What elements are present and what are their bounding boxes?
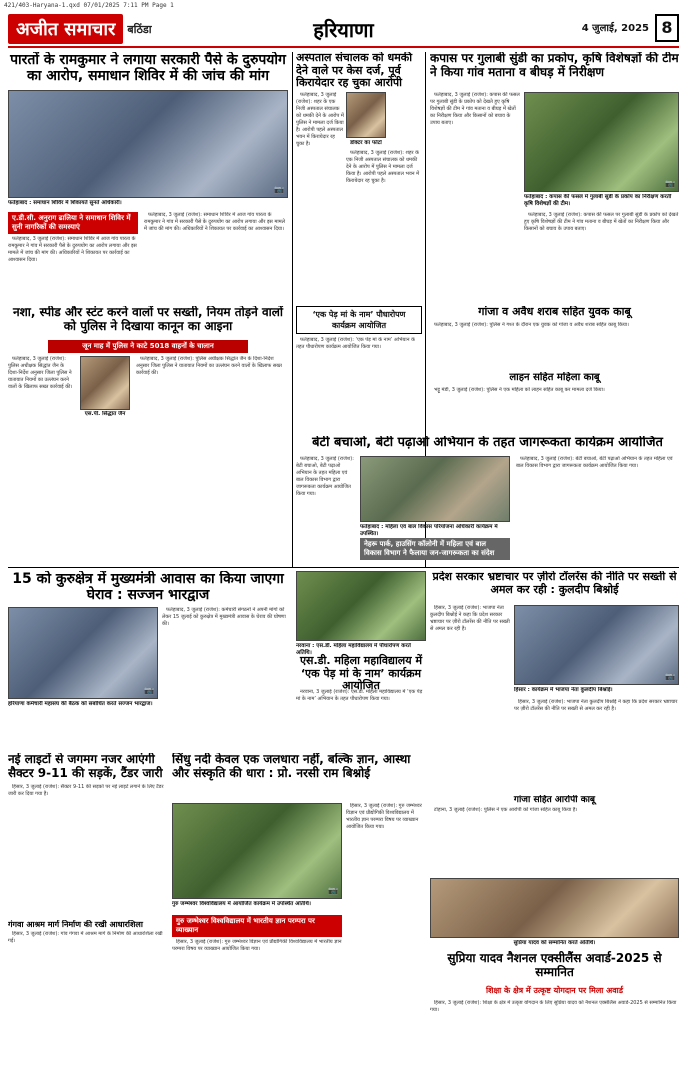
story-body [524, 212, 679, 300]
story-body [430, 92, 520, 300]
body-text: फतेहाबाद, 3 जुलाई (राजेश): शहर के एक निजी अस्पताल संचालक को धमकी देने के आरोप में पुलिस ने मामला दर्ज किया है। आरोपी पहले अस्पताल भवन में किरायेदार रह चुका है। [346, 150, 420, 184]
story-sd-college [296, 571, 426, 749]
body-text: फतेहाबाद, 3 जुलाई (राजेश): पुलिस अधीक्षक सिद्धांत जैन के दिशा-निर्देश अनुसार जिला पुलिस ने यातायात नियमों का उल्लंघन करने वालों के खिलाफ सख्त कार्रवाई की। [136, 356, 282, 376]
headline: सुप्रिया यादव नैशनल एक्सीलैंस अवार्ड-2025 से सम्मानित [447, 951, 662, 979]
body-text: फतेहाबाद, 3 जुलाई (राजेश): समाधान शिविर में आज गांव पारता के रामकुमार ने गांव में सरकारी पैसे के दुरुपयोग का आरोप लगाया और इस मामले में जांच की मांग की। अधिकारियों ने शिकायत पर कार्रवाई का आश्वासन दिया। [144, 212, 286, 232]
photo-caption: एस.पी. सिद्धांत जैन [84, 411, 126, 417]
camera-icon: 📷 [665, 179, 675, 188]
column-rule [292, 52, 293, 567]
story-body [8, 356, 74, 562]
story-body [136, 356, 288, 562]
story-ganja-accused [430, 795, 679, 875]
photo-caption: नरवाना : एस.डी. महिला महाविद्यालय में पौधारोपण करते अतिथि। [296, 643, 411, 656]
body-text: हिसार, 3 जुलाई (राजेश): गुरु जम्भेश्वर विज्ञान एवं प्रौद्योगिकी विश्वविद्यालय में भारतीय ज्ञान परम्परा विषय पर व्याख्यान आयोजित किया गया। [172, 939, 342, 952]
camera-icon: 📷 [144, 686, 154, 695]
story-lahan-arrest [430, 372, 679, 434]
headline: नशा, स्पीड और स्टंट करने वालों पर सख्ती, नियम तोड़ने वालों को पुलिस ने दिखाया कानून का आइना [12, 306, 284, 333]
section-title: हरियाणा [313, 18, 374, 42]
photo-caption: हिसार : कार्यक्रम में भाजपा नेता कुलदीप बिश्नोई। [514, 687, 613, 693]
story-body [516, 456, 679, 562]
story-body [430, 387, 679, 431]
story-cotton-pest [430, 52, 679, 302]
body-text: नरवाना, 3 जुलाई (राजेश): एस.डी. महिला महाविद्यालय में ‘एक पेड़ मां के नाम’ अभियान के तहत पौधारोपण किया गया। [296, 689, 423, 702]
story-body [430, 1000, 679, 1081]
body-text: फतेहाबाद, 3 जुलाई (राजेश): शहर के एक निजी अस्पताल संचालक को धमकी देने के आरोप में पुलिस ने मामला दर्ज किया है। आरोपी पहले अस्पताल भवन में किरायेदार रह चुका है। [296, 92, 344, 147]
subhead: ए.डी.सी. अनुराग ढालिया ने समाधान शिविर में सुनी नागरिकों की समस्याएं [8, 212, 138, 234]
body-text: हिसार, 3 जुलाई (राजेश): गांव गंगवा में आश्रम मार्ग के निर्माण की आधारशिला रखी गई। [8, 931, 163, 945]
story-body [162, 607, 288, 747]
story-body [430, 807, 679, 871]
body-text: हिसार, 3 जुलाई (राजेश): भाजपा नेता कुलदीप बिश्नोई ने कहा कि प्रदेश सरकार भ्रष्टाचार पर ज़ीरो टॉलरेंस की नीति पर सख्ती से अमल कर रही है। [430, 605, 510, 632]
story-body [296, 337, 422, 434]
masthead [8, 14, 679, 48]
college-plantation-photo [296, 571, 426, 641]
story-body [346, 803, 426, 1081]
doctor-portrait-photo [346, 92, 386, 138]
headline: पारतों के रामकुमार ने लगाया सरकारी पैसे के दुरुपयोग का आरोप, समाधान शिविर में की जांच की मांग [10, 52, 286, 85]
camera-icon: 📷 [328, 886, 338, 895]
story-gangwa-road [8, 920, 168, 980]
field-inspection-photo [524, 92, 679, 192]
page-number: 8 [655, 14, 679, 42]
logo-text: अजीत समाचार [8, 14, 123, 44]
headline: नई लाइटों से जगमग नजर आएंगी सैक्टर 9-11 की सड़कें, टैंडर जारी [8, 753, 163, 780]
university-event-photo [172, 803, 342, 899]
headline: गंगवा आश्रम मार्ग निर्माण की रखी आधारशिला [8, 920, 143, 929]
story-cm-residence-gherao [8, 571, 288, 749]
body-text: हिसार, 3 जुलाई (राजेश): शिक्षा के क्षेत्र में उत्कृष्ट योगदान के लिए सुप्रिया यादव को नैशनल एक्सीलैंस अवार्ड-2025 से सम्मानित किया गया। [430, 1000, 677, 1013]
story-traffic-challan [8, 306, 288, 564]
subhead: जून माह में पुलिस ने काटे 5018 वाहनों के चालान [48, 340, 248, 353]
body-text: फतेहाबाद, 3 जुलाई (राजेश): समाधान शिविर में आज गांव पारता के रामकुमार ने गांव में सरकारी पैसे के दुरुपयोग का आरोप लगाया और इस मामले में जांच की मांग की। अधिकारियों ने शिकायत पर कार्रवाई का आश्वासन दिया। [8, 236, 137, 263]
body-text: फतेहाबाद, 3 जुलाई (राजेश): कपास की फसल पर गुलाबी सुंडी के प्रकोप को देखते हुए कृषि विशेषज्ञों की टीम ने गांव मताना व बीघड़ में खेतों का निरीक्षण किया और किसानों को बचाव के उपाय बताए। [430, 92, 520, 126]
headline: प्रदेश सरकार भ्रष्टाचार पर ज़ीरो टॉलरेंस की नीति पर सख्ती से अमल कर रही : कुलदीप बिश्नोई [432, 571, 677, 596]
story-zero-tolerance [430, 571, 679, 791]
story-pharta-complaint [8, 52, 288, 302]
body-text: फतेहाबाद, 3 जुलाई (राजेश): बेटी बचाओ, बेटी पढ़ाओ अभियान के तहत महिला एवं बाल विकास विभाग द्वारा जागरूकता कार्यक्रम आयोजित किया गया। [516, 456, 673, 469]
body-text: फतेहाबाद, 3 जुलाई (राजेश): पुलिस अधीक्षक सिद्धांत जैन के दिशा-निर्देश अनुसार जिला पुलिस ने यातायात नियमों का उल्लंघन करने वालों के खिलाफ सख्त कार्रवाई की। [8, 356, 73, 390]
headline: ‘एक पेड़ मां के नाम’ पौधारोपण कार्यक्रम आयोजित [296, 306, 422, 334]
camera-icon: 📷 [274, 185, 284, 194]
story-body [296, 456, 356, 562]
headline: गांजा व अवैध शराब सहित युवक काबू [478, 306, 631, 318]
headline: गांजा सहित आरोपी काबू [513, 795, 596, 805]
headline: 15 को कुरुक्षेत्र में मुख्यमंत्री आवास का किया जाएगा घेराव : सज्जन भारद्वाज [12, 571, 284, 604]
photo-caption: फतेहाबाद : समाधान शिविर में शिकायतें सुनते अधिकारी। [8, 200, 122, 206]
meeting-photo [8, 607, 158, 699]
row-rule [8, 567, 679, 568]
story-hospital-threat [296, 52, 422, 302]
story-body [8, 931, 168, 967]
story-photo [8, 90, 288, 198]
awareness-event-photo [360, 456, 510, 522]
story-body [172, 939, 342, 1081]
story-beti-bachao [296, 436, 679, 564]
sp-portrait-photo [80, 356, 130, 410]
story-body [296, 92, 344, 300]
body-text: फतेहाबाद, 3 जुलाई (राजेश): कर्मचारी संगठनों ने अपनी मांगों को लेकर 15 जुलाई को कुरुक्षेत्र में मुख्यमंत्री आवास के घेराव की घोषणा की। [162, 607, 286, 627]
story-tree-plantation [296, 306, 422, 434]
body-text: हिसार, 3 जुलाई (राजेश): गुरु जम्भेश्वर विज्ञान एवं प्रौद्योगिकी विश्वविद्यालय में भारतीय ज्ञान परम्परा विषय पर व्याख्यान आयोजित किया गया। [346, 803, 422, 830]
body-text: भट्टू मंडी, 3 जुलाई (राजेश): पुलिस ने एक महिला को लाहन सहित काबू कर मामला दर्ज किया। [434, 386, 605, 393]
photo-caption: डॉक्टर का फोटो [350, 140, 382, 146]
story-supriya-award [430, 878, 679, 1083]
headline: सिंधु नदी केवल एक जलधारा नहीं, बल्कि ज्ञान, आस्था और संस्कृति की धारा : प्रो. नरसी राम बिश्नोई [172, 753, 411, 780]
subhead: शिक्षा के क्षेत्र में उत्कृष्ट योगदान पर मिला अवार्ड [485, 986, 624, 995]
body-text: टोहाना, 3 जुलाई (राजेश): पुलिस ने एक आरोपी को गांजा सहित काबू किया है। [434, 807, 578, 814]
photo-caption: फतेहाबाद : कपास की फसल में गुलाबी सुंडी के प्रकोप का निरीक्षण करती कृषि विशेषज्ञों की टीम। [524, 194, 672, 207]
headline: कपास पर गुलाबी सुंडी का प्रकोप, कृषि विशेषज्ञों की टीम ने किया गांव मताना व बीघड़ में निरीक्षण [430, 52, 679, 79]
body-text: फतेहाबाद, 3 जुलाई (राजेश): ‘एक पेड़ मां के नाम’ अभियान के तहत पौधारोपण कार्यक्रम आयोजित किया गया। [296, 337, 415, 350]
story-body [296, 689, 426, 747]
print-slug: 421/403-Haryana-1.qxd 07/01/2025 7:11 PM Page 1 [4, 2, 174, 9]
headline: लाहन सहित महिला काबू [509, 372, 600, 383]
body-text: फतेहाबाद, 3 जुलाई (राजेश): बेटी बचाओ, बेटी पढ़ाओ अभियान के तहत महिला एवं बाल विकास विभाग द्वारा जागरूकता कार्यक्रम आयोजित किया गया। [296, 456, 354, 497]
edition-city: बठिंडा [127, 22, 152, 36]
story-sindhu-river [172, 753, 426, 1083]
story-body [144, 212, 288, 300]
kuldeep-event-photo [514, 605, 679, 685]
story-body [430, 322, 679, 366]
highlight-box: गुरु जम्भेश्वर विश्वविद्यालय में भारतीय ज्ञान परम्परा पर व्याख्यान [172, 915, 342, 937]
photo-caption: फतेहाबाद : महिला एवं बाल विकास परियोजना अधिकारी कार्यक्रम में उपस्थित। [360, 524, 498, 537]
story-body [514, 699, 679, 789]
headline: अस्पताल संचालक को धमकी देने वाले पर केस दर्ज, पूर्व किरायेदार रह चुका आरोपी [296, 52, 413, 90]
story-body [430, 605, 510, 789]
issue-date: 4 जुलाई, 2025 [581, 23, 649, 34]
award-photo [430, 878, 679, 938]
photo-caption: हरियाणा कर्मचारी महासंघ की बैठक को संबोधित करते सज्जन भारद्वाज। [8, 701, 153, 707]
photo-caption: सुप्रिया यादव को सम्मानित करते अतिथि। [513, 940, 596, 946]
body-text: हिसार, 3 जुलाई (राजेश): भाजपा नेता कुलदीप बिश्नोई ने कहा कि प्रदेश सरकार भ्रष्टाचार पर ज़ीरो टॉलरेंस की नीति पर सख्ती से अमल कर रही है। [514, 699, 678, 712]
headline: एस.डी. महिला महाविद्यालय में ‘एक पेड़ मां के नाम’ कार्यक्रम आयोजित [299, 654, 423, 693]
photo-caption: गुरु जम्भेश्वर विश्वविद्यालय में आयोजित कार्यक्रम में उपस्थित अतिथि। [172, 901, 311, 907]
highlight-box: नेहरू पार्क, हाउसिंग कॉलोनी में महिला एवं बाल विकास विभाग ने फैलाया जन-जागरूकता का संदेश [360, 538, 510, 560]
camera-icon: 📷 [665, 672, 675, 681]
headline: बेटी बचाओ, बेटी पढ़ाओ अभियान के तहत जागरूकता कार्यक्रम आयोजित [312, 436, 663, 450]
body-text: फतेहाबाद, 3 जुलाई (राजेश): पुलिस ने गश्त के दौरान एक युवक को गांजा व अवैध शराब सहित काबू किया। [434, 321, 629, 328]
body-text: फतेहाबाद, 3 जुलाई (राजेश): कपास की फसल पर गुलाबी सुंडी के प्रकोप को देखते हुए कृषि विशेषज्ञों की टीम ने गांव मताना व बीघड़ में खेतों का निरीक्षण किया और किसानों को बचाव के उपाय बताए। [524, 212, 679, 232]
body-text: हिसार, 3 जुलाई (राजेश): सैक्टर 9-11 की सड़कों पर नई लाइटें लगाने के लिए टैंडर जारी कर दिया गया है। [8, 783, 164, 797]
story-ganja-arrest [430, 306, 679, 370]
story-body [8, 236, 138, 300]
story-sector-lights [8, 753, 168, 1083]
story-body [346, 150, 422, 300]
